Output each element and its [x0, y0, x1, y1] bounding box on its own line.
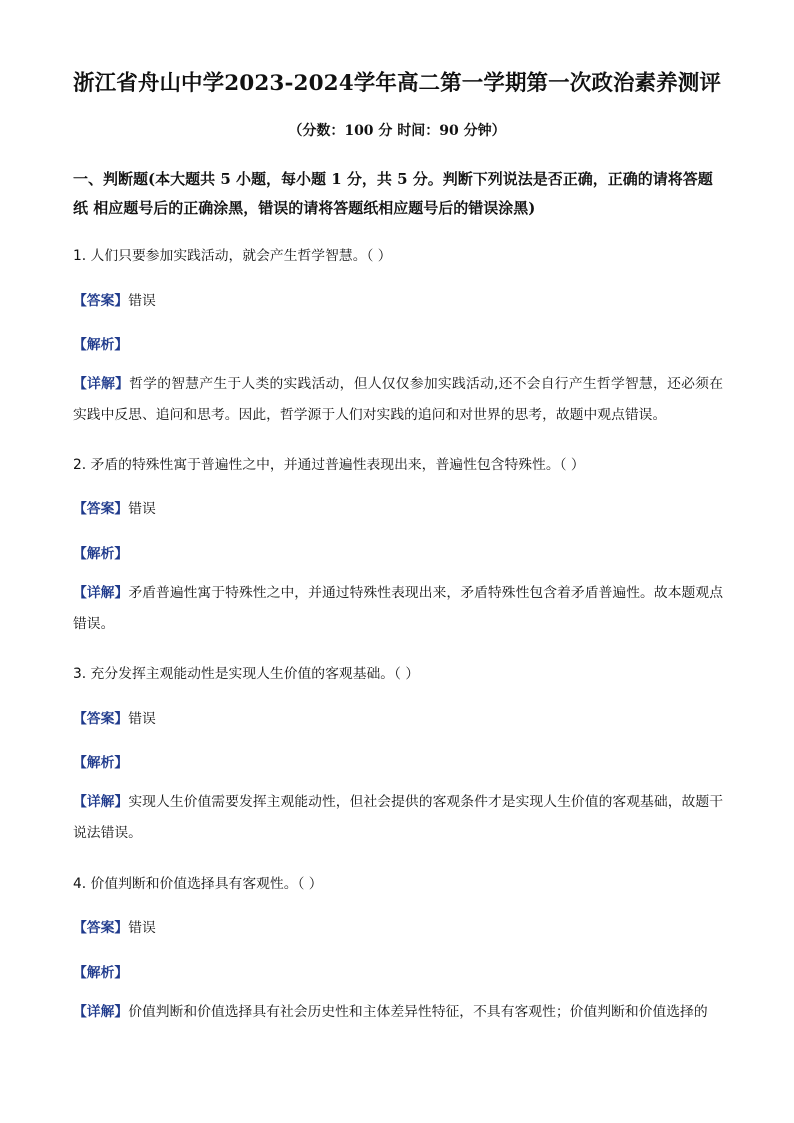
analysis-label: 【解析】: [73, 546, 129, 562]
detail-label: 【详解】: [73, 585, 129, 601]
question-2-stem: 2. 矛盾的特殊性寓于普遍性之中，并通过普遍性表现出来，普遍性包含特殊性。（ ）: [73, 457, 585, 473]
detail-text: 实现人生价值需要发挥主观能动性，但社会提供的客观条件才是实现人生价值的客观基础，故题干说法错误。: [73, 794, 724, 841]
question-1-analysis: [73, 333, 128, 353]
detail-label: 【详解】: [73, 794, 129, 810]
analysis-label: 【解析】: [73, 337, 129, 353]
answer-value: 错误: [128, 501, 156, 517]
question-2-analysis: [73, 542, 128, 562]
answer-label: 【答案】: [73, 501, 129, 517]
answer-label: 【答案】: [73, 293, 129, 309]
analysis-label: 【解析】: [73, 755, 129, 771]
question-1-detail: [73, 369, 723, 431]
answer-label: 【答案】: [73, 711, 129, 727]
question-4-answer: [73, 916, 156, 936]
question-3-answer: [73, 707, 156, 727]
question-2-detail: [73, 578, 723, 640]
detail-text: 矛盾普遍性寓于特殊性之中，并通过特殊性表现出来，矛盾特殊性包含着矛盾普遍性。故本题观点错误。: [73, 585, 724, 632]
question-4-stem: 4. 价值判断和价值选择具有客观性。（ ）: [73, 876, 323, 892]
analysis-label: 【解析】: [73, 965, 129, 981]
answer-value: 错误: [128, 293, 156, 309]
question-3-analysis: [73, 751, 128, 771]
detail-label: 【详解】: [73, 1004, 129, 1020]
question-4-detail: [73, 997, 723, 1028]
answer-label: 【答案】: [73, 920, 129, 936]
detail-text: 哲学的智慧产生于人类的实践活动，但人仅仅参加实践活动,还不会自行产生哲学智慧，还必须在实践中反思、追问和思考。因此，哲学源于人们对实践的追问和对世界的思考，故题中观点错误。: [73, 376, 723, 423]
question-1-answer: [73, 289, 156, 309]
exam-info: （分数：100 分 时间：90 分钟）: [288, 123, 506, 139]
section-heading: 一、判断题(本大题共 5 小题，每小题 1 分，共 5 分。判断下列说法是否正确，正确的请将答题纸 相应题号后的正确涂黑，错误的请将答题纸相应题号后的错误涂黑): [73, 170, 713, 217]
question-2-answer: [73, 497, 156, 517]
detail-label: 【详解】: [73, 376, 130, 392]
answer-value: 错误: [128, 920, 156, 936]
detail-text: 价值判断和价值选择具有社会历史性和主体差异性特征，不具有客观性；价值判断和价值选择的: [128, 1004, 708, 1020]
question-1-stem: 1. 人们只要参加实践活动，就会产生哲学智慧。（ ）: [73, 248, 392, 264]
answer-value: 错误: [128, 711, 156, 727]
question-3-detail: [73, 787, 723, 849]
question-3-stem: 3. 充分发挥主观能动性是实现人生价值的客观基础。（ ）: [73, 666, 420, 682]
question-4-analysis: [73, 961, 128, 981]
page-title: 浙江省舟山中学2023-2024学年高二第一学期第一次政治素养测评: [73, 71, 721, 96]
